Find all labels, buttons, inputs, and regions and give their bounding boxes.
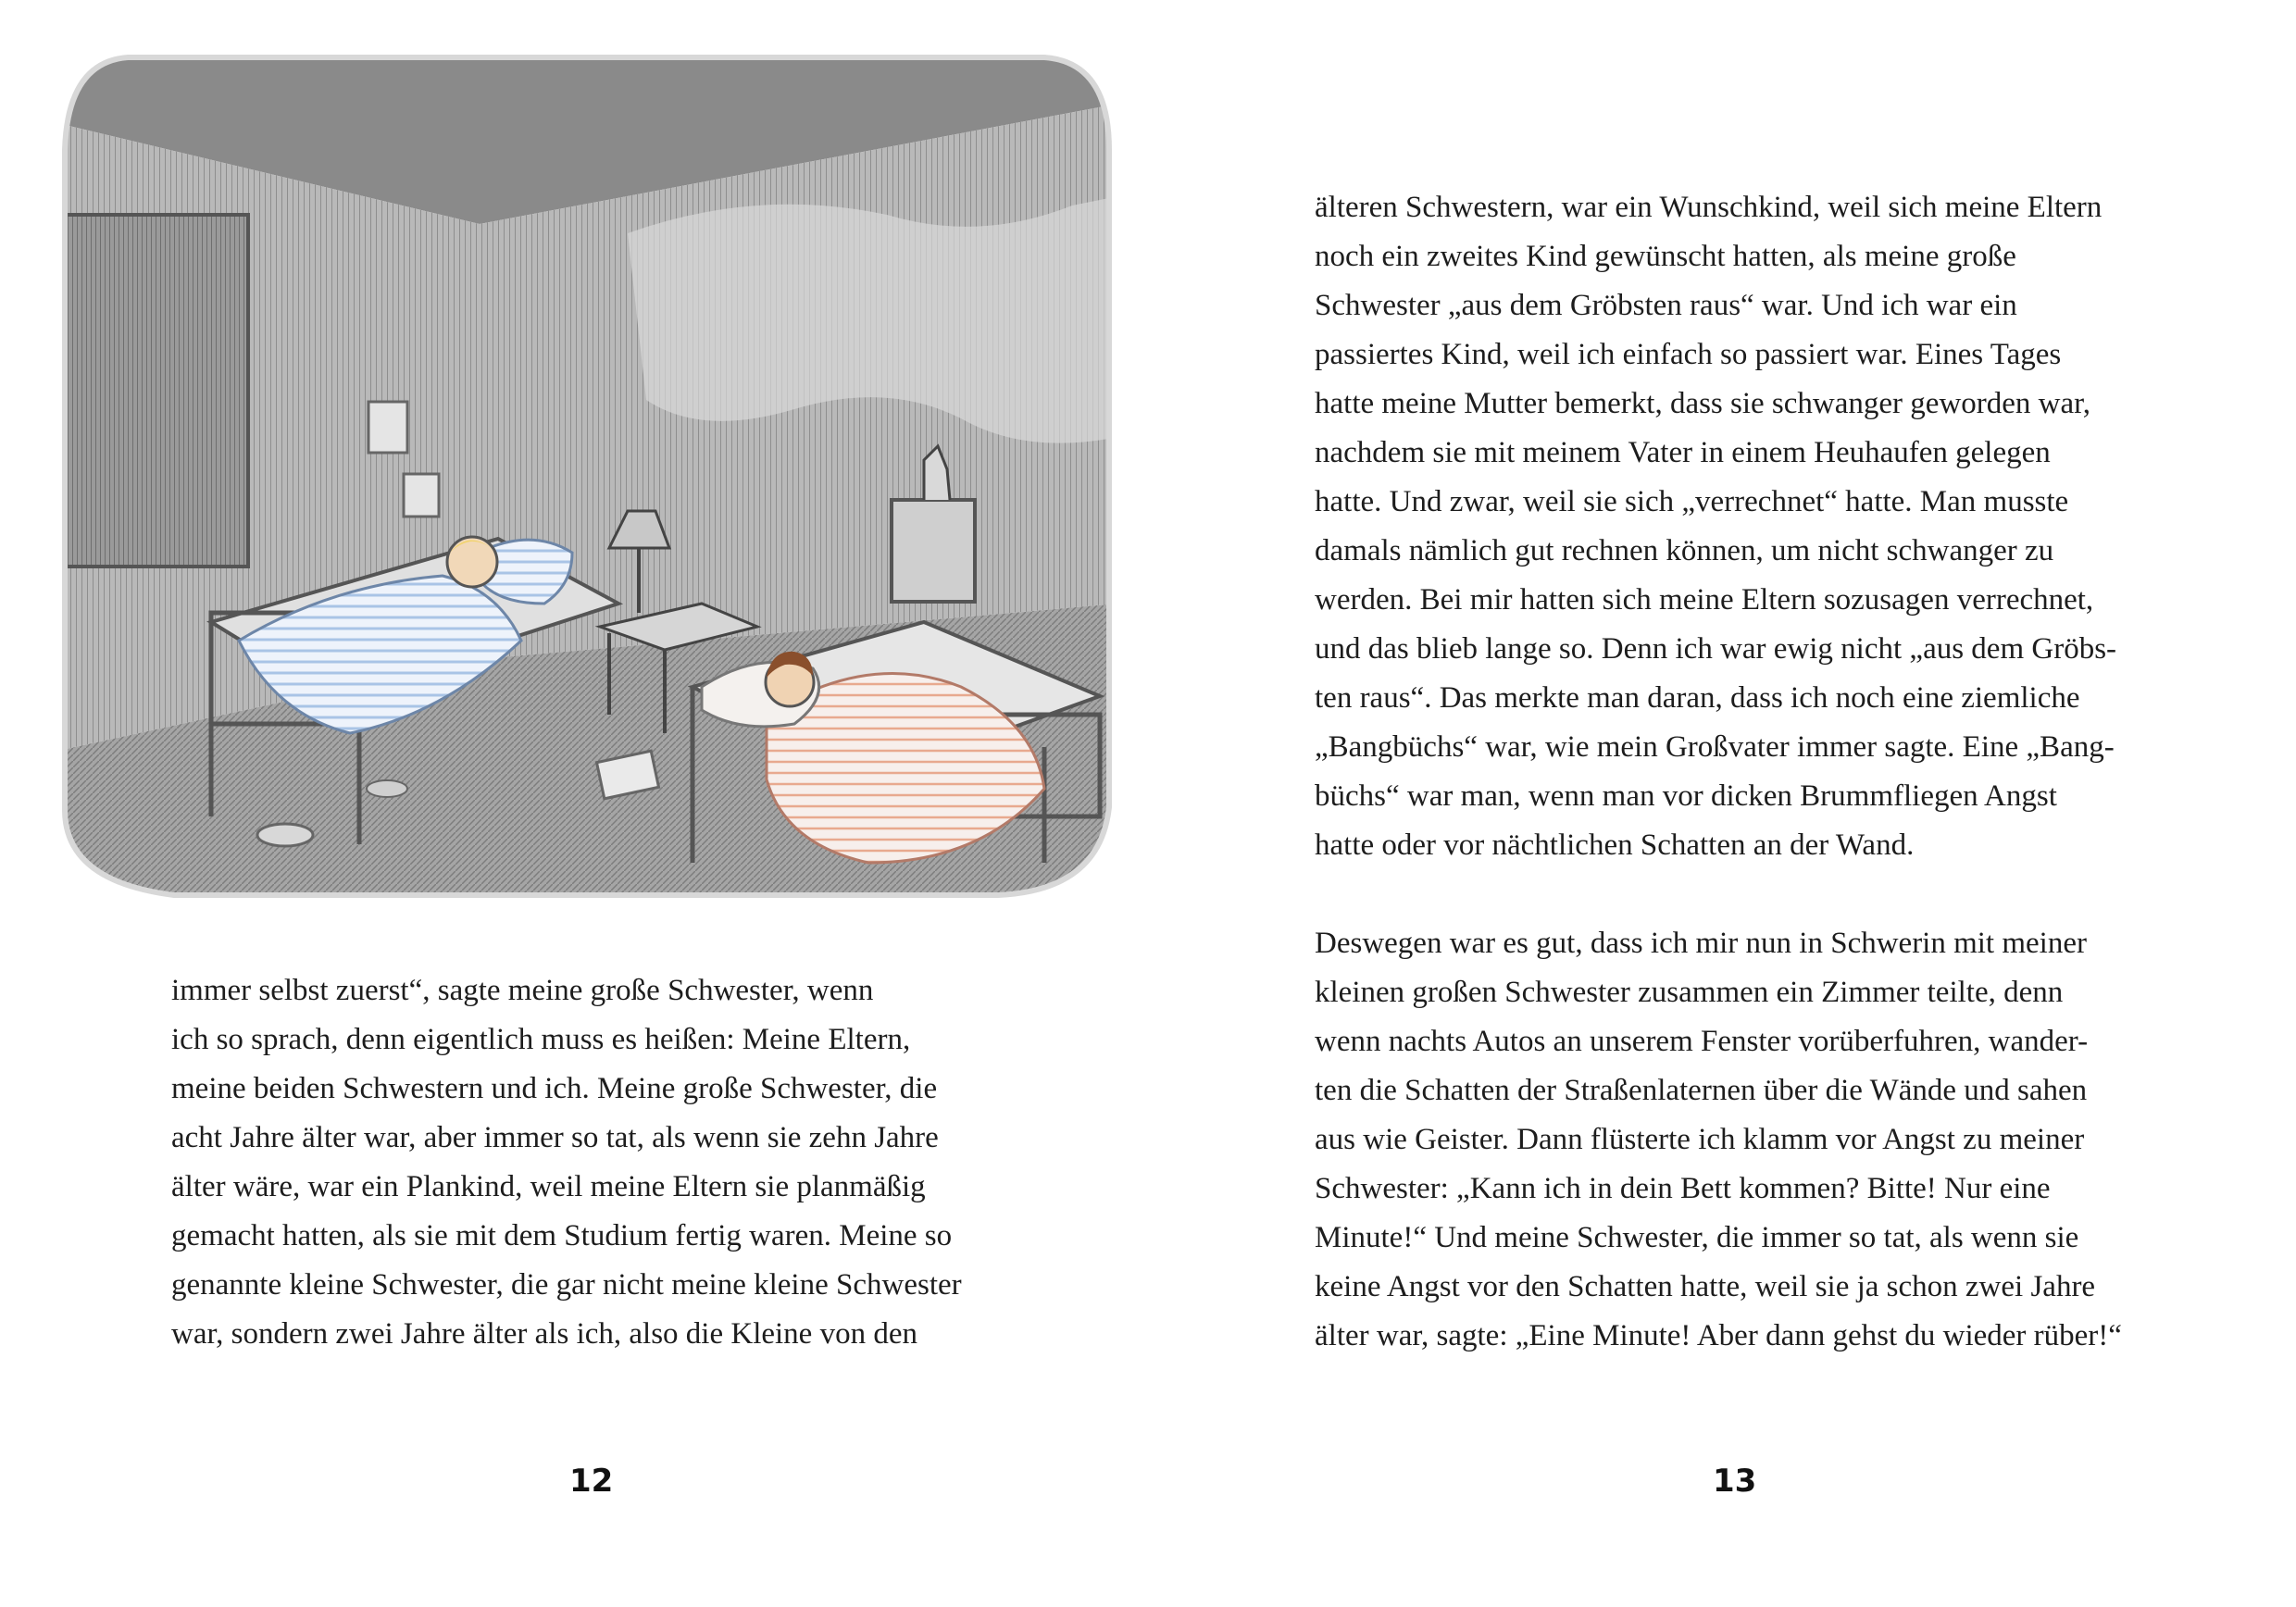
text-line: aus wie Geister. Dann flüsterte ich klamm vor Angst zu meiner — [1315, 1123, 2085, 1156]
text-line: damals nämlich gut rechnen können, um nicht schwanger zu — [1315, 534, 2054, 567]
text-line: noch ein zweites Kind gewünscht hatten, als meine große — [1315, 240, 2016, 273]
bedroom-illustration-svg — [54, 48, 1118, 904]
text-line: keine Angst vor den Schatten hatte, weil sie ja schon zwei Jahre — [1315, 1270, 2096, 1303]
text-line: wenn nachts Autos an unserem Fenster vorüberfuhren, wander- — [1315, 1025, 2089, 1058]
text-line: Schwester „aus dem Gröbsten raus“ war. Und ich war ein — [1315, 289, 2017, 322]
text-line: hatte oder vor nächtlichen Schatten an der Wand. — [1315, 828, 1915, 862]
right-page-text — [1315, 183, 2185, 1361]
left-page-text — [171, 966, 1060, 1359]
text-line: Schwester: „Kann ich in dein Bett kommen? Bitte! Nur eine — [1315, 1172, 2051, 1205]
text-line: nachdem sie mit meinem Vater in einem Heuhaufen gelegen — [1315, 436, 2051, 469]
paragraph-gap — [1315, 870, 2185, 919]
floor-clothes — [257, 824, 313, 846]
page-number-left: 12 — [569, 1463, 614, 1500]
child-blond — [447, 537, 497, 587]
text-line: büchs“ war man, wenn man vor dicken Brummfliegen Angst — [1315, 779, 2057, 813]
wall-picture — [368, 402, 407, 453]
text-line: meine beiden Schwestern und ich. Meine große Schwester, die — [171, 1072, 938, 1105]
text-line: älter wäre, war ein Plankind, weil meine Eltern sie planmäßig — [171, 1170, 926, 1203]
text-line: acht Jahre älter war, aber immer so tat, als wenn sie zehn Jahre — [171, 1121, 939, 1154]
text-line: Minute!“ Und meine Schwester, die immer so tat, als wenn sie — [1315, 1221, 2079, 1254]
text-line: „Bangbüchs“ war, wie mein Großvater immer sagte. Eine „Bang- — [1315, 730, 2115, 764]
page-number-right: 13 — [1713, 1463, 1757, 1500]
text-line: genannte kleine Schwester, die gar nicht meine kleine Schwester — [171, 1268, 962, 1302]
wall-shelf — [892, 500, 975, 602]
text-line: passiertes Kind, weil ich einfach so passiert war. Eines Tages — [1315, 338, 2062, 371]
text-line: kleinen großen Schwester zusammen ein Zimmer teilte, denn — [1315, 976, 2064, 1009]
text-line: hatte. Und zwar, weil sie sich „verrechnet“ hatte. Man musste — [1315, 485, 2069, 518]
text-line: immer selbst zuerst“, sagte meine große Schwester, wenn — [171, 974, 874, 1007]
text-line: Deswegen war es gut, dass ich mir nun in Schwerin mit meiner — [1315, 927, 2087, 960]
text-line: ich so sprach, denn eigentlich muss es heißen: Meine Eltern, — [171, 1023, 911, 1056]
text-line: älter war, sagte: „Eine Minute! Aber dann gehst du wieder rüber!“ — [1315, 1319, 2122, 1352]
wall-picture — [404, 474, 439, 517]
text-line: und das blieb lange so. Denn ich war ewig nicht „aus dem Gröbs- — [1315, 632, 2117, 666]
text-line: ten raus“. Das merkte man daran, dass ich noch eine ziemliche — [1315, 681, 2080, 715]
text-line: hatte meine Mutter bemerkt, dass sie schwanger geworden war, — [1315, 387, 2091, 420]
right-page — [1148, 0, 2296, 1607]
text-line: war, sondern zwei Jahre älter als ich, also die Kleine von den — [171, 1317, 917, 1351]
window — [63, 215, 248, 567]
text-line: älteren Schwestern, war ein Wunschkind, weil sich meine Eltern — [1315, 191, 2103, 224]
text-line: werden. Bei mir hatten sich meine Eltern sozusagen verrechnet, — [1315, 583, 2094, 617]
text-line: ten die Schatten der Straßenlaternen über die Wände und sahen — [1315, 1074, 2088, 1107]
text-line: gemacht hatten, als sie mit dem Studium fertig waren. Meine so — [171, 1219, 953, 1252]
bedroom-illustration — [54, 48, 1118, 904]
